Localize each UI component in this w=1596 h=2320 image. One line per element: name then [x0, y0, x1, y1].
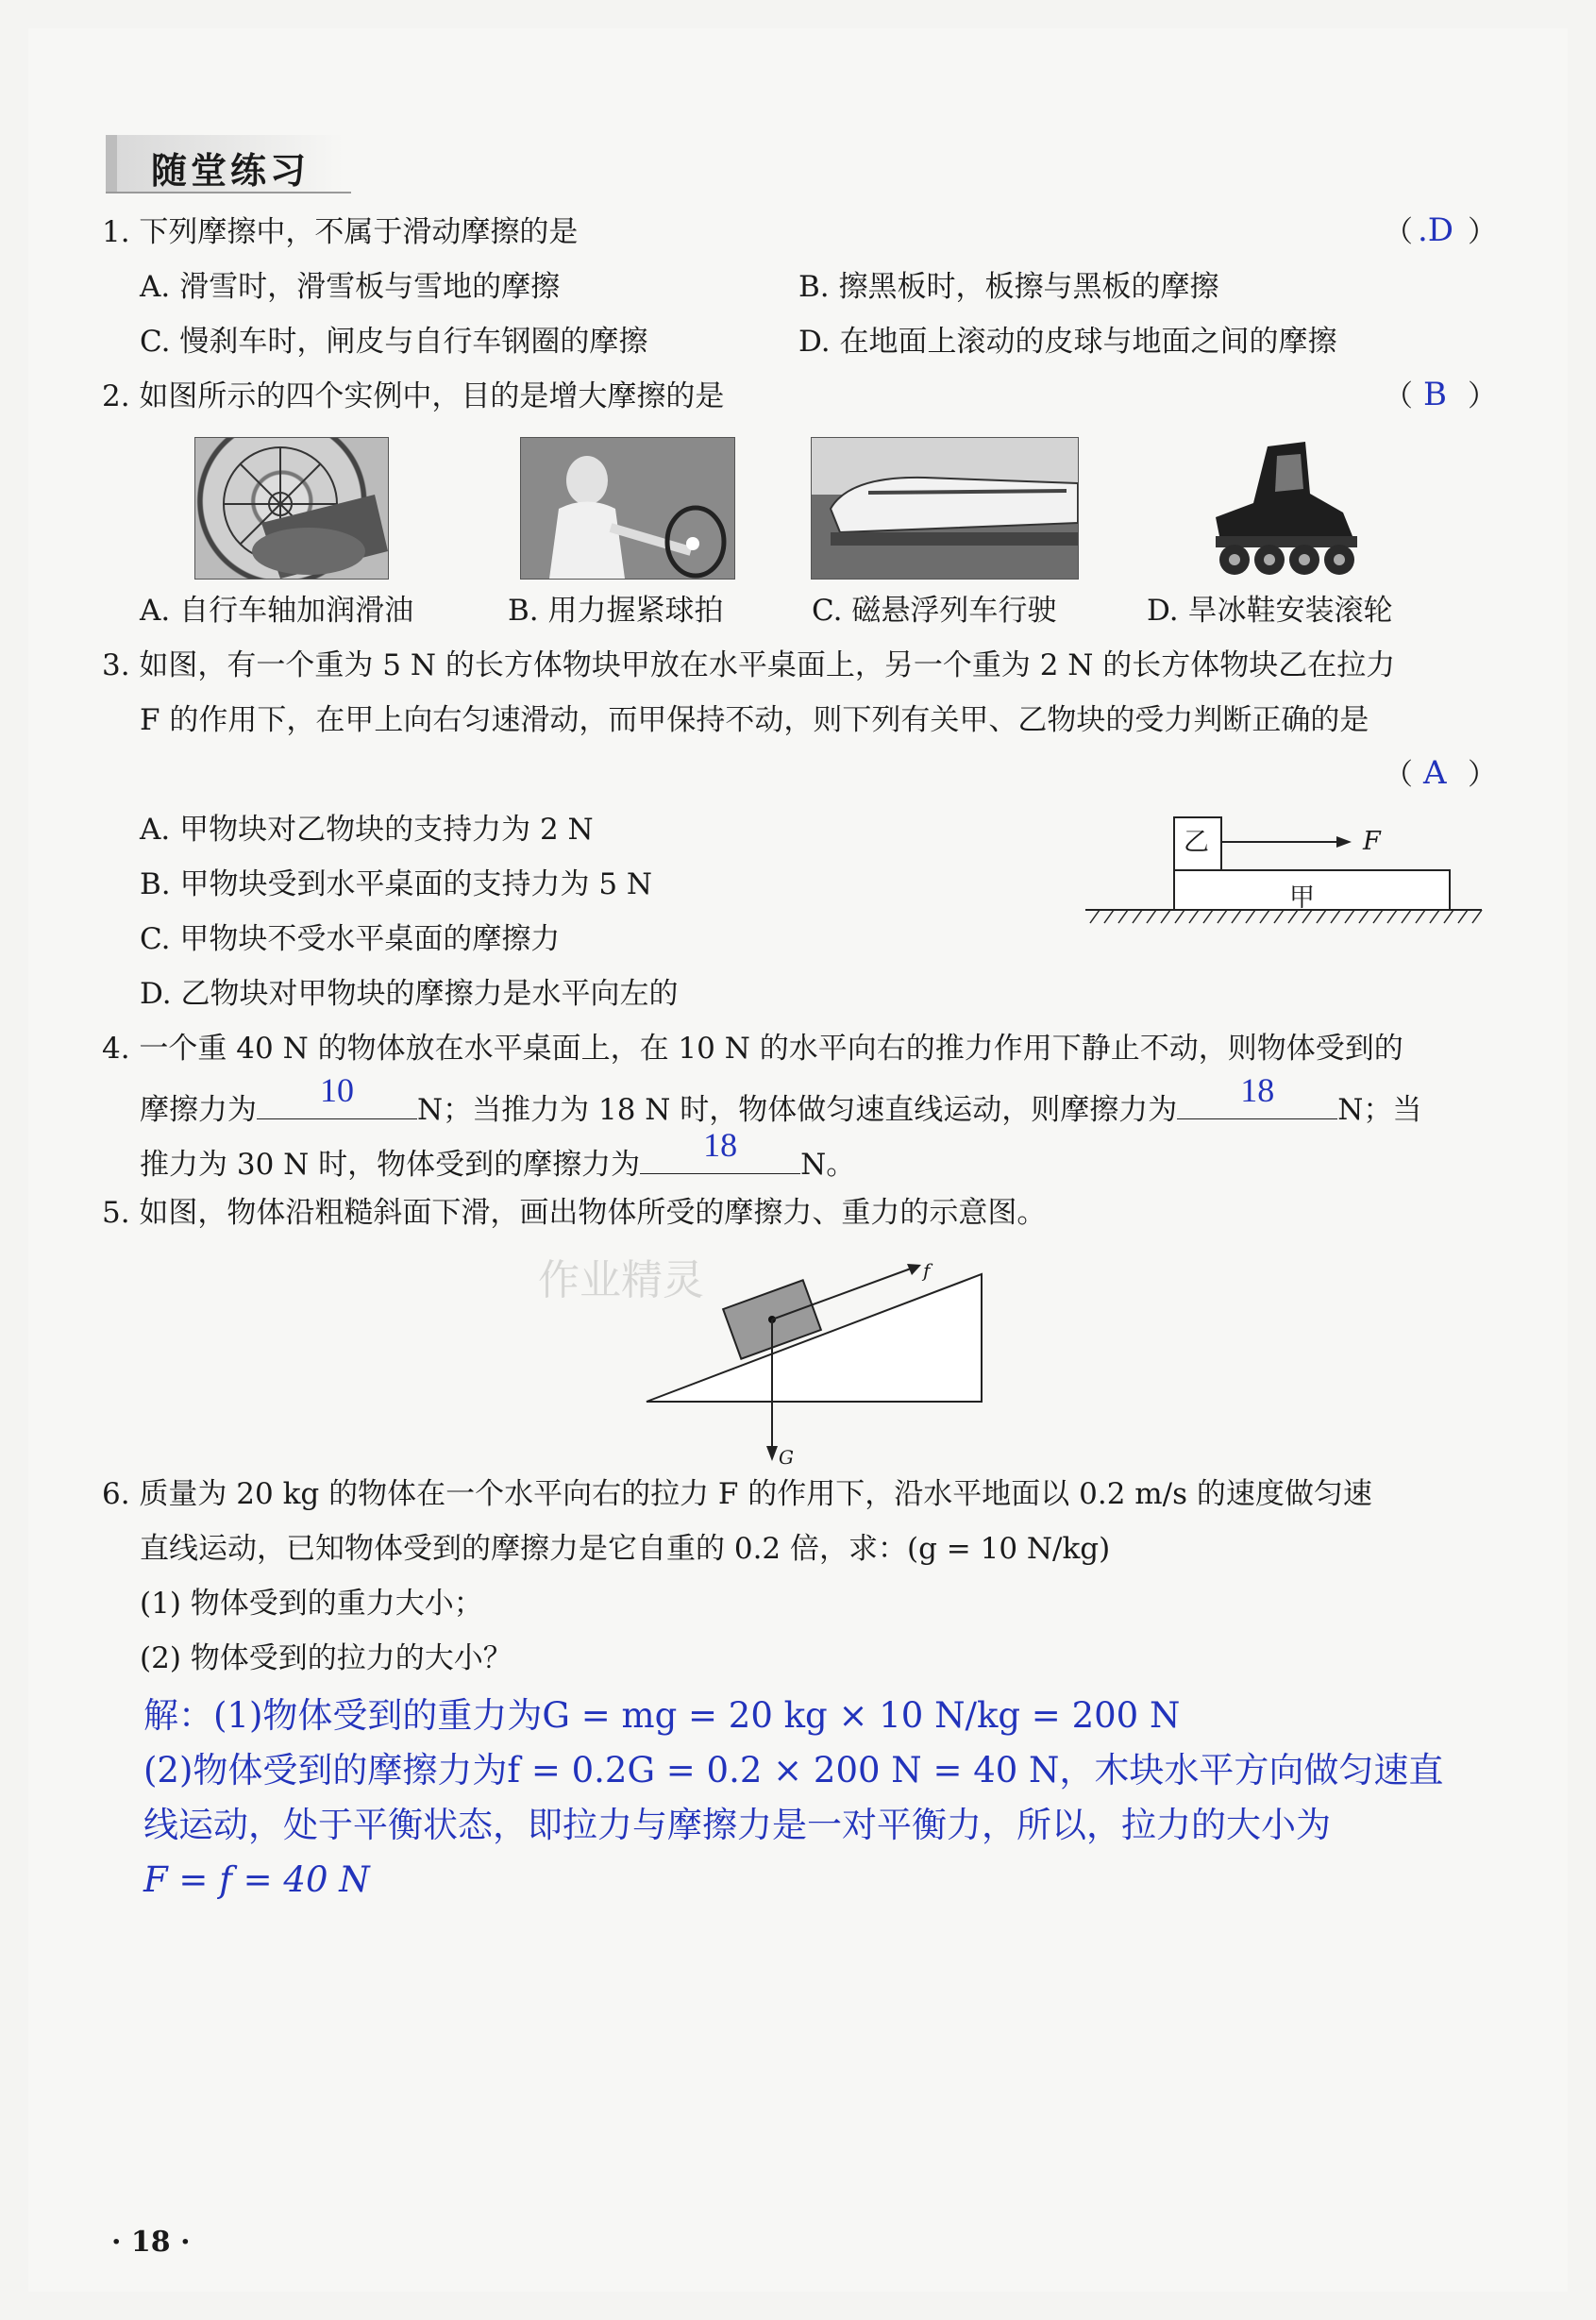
q6-solution-line4: F = f = 40 N	[143, 1859, 370, 1900]
q4-line2-part-c: N；当	[1337, 1093, 1422, 1127]
title-bar-decoration	[106, 135, 117, 192]
friction-label: f	[923, 1259, 931, 1282]
q3-stem-line1: 3. 如图，有一个重为 5 N 的长方体物块甲放在水平桌面上，另一个重为 2 N 的长方体物块乙在拉力	[102, 648, 1396, 682]
q1-answer: .D	[1418, 211, 1454, 249]
q3-option-c: C. 甲物块不受水平桌面的摩擦力	[140, 922, 561, 956]
q3-blocks-figure	[1085, 810, 1491, 933]
q1-option-d: D. 在地面上滚动的皮球与地面之间的摩擦	[798, 325, 1337, 359]
q3-answer-bracket-open: （	[1384, 758, 1413, 792]
q6-solution-line1: 解：(1)物体受到的重力为G = mg = 20 kg × 10 N/kg = 200 N	[143, 1695, 1181, 1736]
block-jia-label: 甲	[1289, 883, 1315, 913]
force-label: F	[1363, 827, 1381, 856]
section-title: 随堂练习	[151, 150, 311, 192]
q6-solution-line2: (2)物体受到的摩擦力为f = 0.2G = 0.2 × 200 N = 40 N，木块水平方向做匀速直	[143, 1750, 1444, 1790]
q3-option-b: B. 甲物块受到水平桌面的支持力为 5 N	[140, 867, 653, 901]
q2-answer-bracket-open: （	[1384, 379, 1413, 413]
q4-line2-part-b: N；当推力为 18 N 时，物体做匀速直线运动，则摩擦力为	[417, 1093, 1178, 1127]
q4-line3-part-b: N。	[800, 1148, 856, 1182]
q6-solution-line3: 线运动，处于平衡状态，即拉力与摩擦力是一对平衡力，所以，拉力的大小为	[143, 1805, 1331, 1845]
roller-skate-photo	[1201, 437, 1364, 578]
gravity-arrow-head	[766, 1446, 778, 1461]
q3-answer: A	[1423, 754, 1447, 792]
q1-option-c: C. 慢刹车时，闸皮与自行车钢圈的摩擦	[140, 325, 648, 359]
q5-stem: 5. 如图，物体沿粗糙斜面下滑，画出物体所受的摩擦力、重力的示意图。	[102, 1196, 1047, 1230]
q2-option-a: A. 自行车轴加润滑油	[140, 594, 414, 628]
force-arrow-head	[1336, 836, 1352, 848]
q3-option-d: D. 乙物块对甲物块的摩擦力是水平向左的	[140, 977, 679, 1011]
maglev-train-photo	[811, 437, 1079, 580]
q4-blank-2	[1177, 1071, 1337, 1119]
q4-line3-part-a: 推力为 30 N 时，物体受到的摩擦力为	[140, 1148, 641, 1182]
q4-line2-part-a: 摩擦力为	[140, 1093, 257, 1127]
q4-line2	[140, 1071, 1422, 1129]
title-underline	[106, 192, 351, 193]
q1-answer-bracket-open: （	[1384, 215, 1413, 249]
q4-line1: 4. 一个重 40 N 的物体放在水平桌面上，在 10 N 的水平向右的推力作用下静止不动，则物体受到的	[102, 1032, 1403, 1066]
block-yi-label: 乙	[1184, 828, 1209, 857]
watermark: 作业精灵	[538, 1256, 704, 1304]
q1-stem: 1. 下列摩擦中，不属于滑动摩擦的是	[102, 215, 579, 249]
tennis-racket-photo	[520, 437, 735, 580]
q2-option-b: B. 用力握紧球拍	[508, 594, 724, 628]
q1-answer-bracket-close: ）	[1468, 215, 1497, 249]
q4-blank-3	[640, 1126, 800, 1174]
page-number: · 18 ·	[111, 2226, 191, 2259]
bicycle-axle-photo	[194, 437, 389, 580]
q2-option-c: C. 磁悬浮列车行驶	[812, 594, 1057, 628]
q2-stem: 2. 如图所示的四个实例中，目的是增大摩擦的是	[102, 379, 725, 413]
q6-line2: 直线运动，已知物体受到的摩擦力是它自重的 0.2 倍，求：(g = 10 N/kg)	[140, 1532, 1111, 1566]
q3-stem-line2: F 的作用下，在甲上向右匀速滑动，而甲保持不动，则下列有关甲、乙物块的受力判断正确的是	[140, 703, 1369, 737]
q2-answer-bracket-close: ）	[1468, 379, 1497, 413]
q4-blank-3-answer: 18	[703, 1126, 738, 1164]
q6-sub1: (1) 物体受到的重力大小；	[140, 1587, 483, 1621]
q2-option-d: D. 旱冰鞋安装滚轮	[1147, 594, 1393, 628]
table-hatching	[1090, 910, 1482, 923]
q4-blank-2-answer: 18	[1240, 1071, 1275, 1109]
q1-option-b: B. 擦黑板时，板擦与黑板的摩擦	[798, 270, 1219, 304]
q2-answer: B	[1423, 376, 1447, 413]
q4-blank-1	[257, 1071, 417, 1119]
q3-answer-bracket-close: ）	[1468, 758, 1497, 792]
q3-option-a: A. 甲物块对乙物块的支持力为 2 N	[140, 813, 594, 847]
q6-sub2: (2) 物体受到的拉力的大小？	[140, 1641, 512, 1675]
gravity-label: G	[779, 1446, 794, 1469]
q1-option-a: A. 滑雪时，滑雪板与雪地的摩擦	[140, 270, 561, 304]
q4-blank-1-answer: 10	[320, 1071, 354, 1109]
q6-line1: 6. 质量为 20 kg 的物体在一个水平向右的拉力 F 的作用下，沿水平地面以 0.2 m/s 的速度做匀速	[102, 1477, 1372, 1511]
q4-line3	[140, 1126, 856, 1184]
